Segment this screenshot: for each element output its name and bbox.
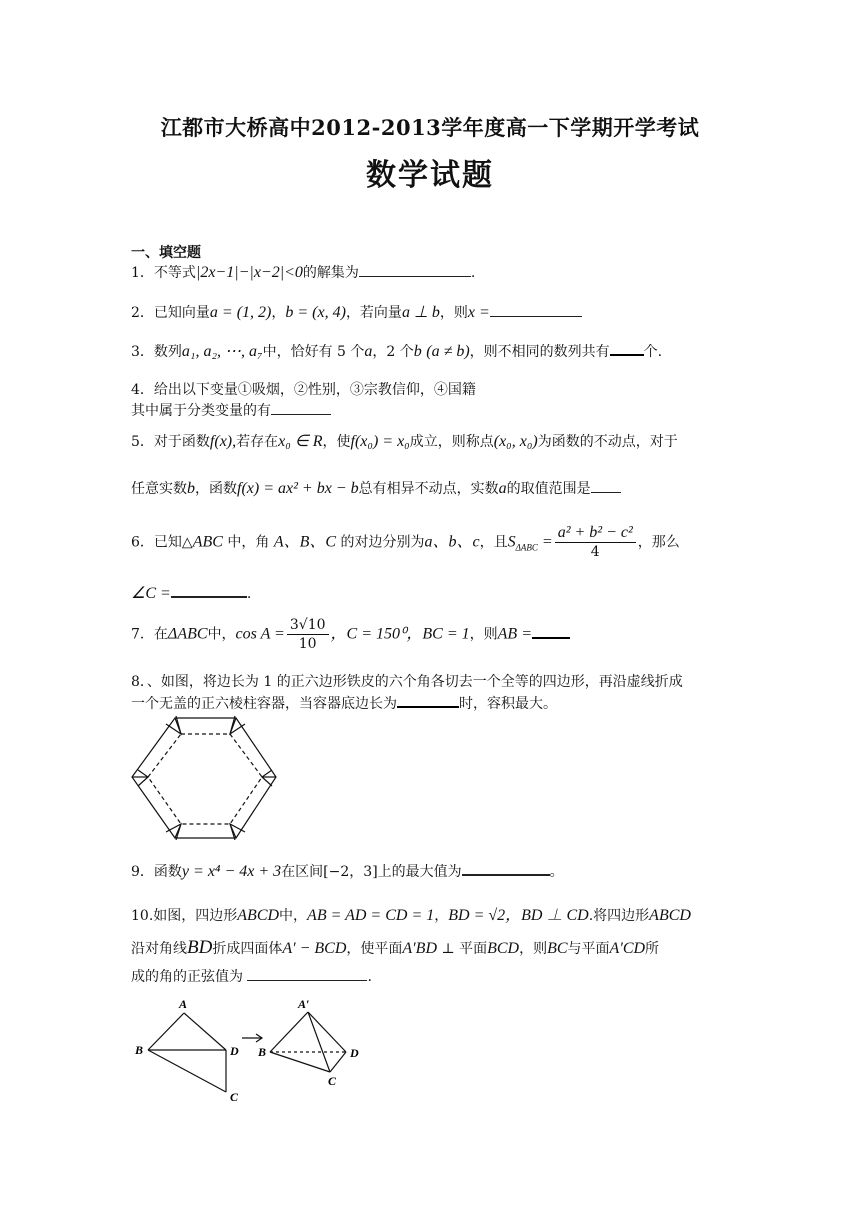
label-b-2: B [258,1045,267,1059]
question-8: 8．、如图，将边长为 1 的正六边形铁皮的六个角各切去一个全等的四边形，再沿虚线折成 一个无盖的正六棱柱容器，当容器底边长为 时，容积最大。 [131,674,683,712]
question-6-line-2: ∠C = . [131,582,251,604]
label-a: A [179,997,188,1011]
question-7: 7．在ΔABC中，cos A = $\frac{3√10}{10}$ ，C = 150⁰，BC = 1，则AB = [131,616,570,653]
label-c: C [230,1090,239,1104]
fraction-cos: $\frac{3√10}{10}$ [287,616,329,653]
label-d-2: D [350,1046,359,1060]
label-a-prime: A′ [298,997,310,1011]
question-2: 2．已知向量a = (1, 2)，b = (x, 4)，若向量a ⊥ b，则x = [131,302,582,323]
edge-bc [148,1050,226,1092]
question-9: 9．函数y = x⁴ − 4x + 3在区间[−2，3]上的最大值为 。 [131,860,564,882]
edge-ad [184,1013,226,1050]
edge-a-b [270,1012,308,1052]
edge-a-c [308,1012,330,1072]
fraction-area: $\frac{\text{a² + b² − c²}}{4}$ [555,524,636,561]
question-1: 1．不等式|2x−1|−|x−2|<0的解集为 . [131,264,476,281]
question-10-line-3: 成的角的正弦值为 . [131,966,372,987]
edge-a-d [308,1012,346,1052]
question-6: 6．已知△ABC 中，角 A、B、C 的对边分别为a、b、c，且$S_{\Delta ABC}$ = $\frac{\text{a² + b² − c²}}{4}$ ，那么 [131,524,680,560]
question-3: 3．数列a₁, a₂, ⋯, a₇中，恰好有 5 个a，2 个b (a ≠ b)，则不相同的数列共有 个. [131,340,662,362]
label-b: B [135,1043,144,1057]
question-4: 4．给出以下变量①吸烟，②性别，③宗教信仰，④国籍 其中属于分类变量的有 [131,382,476,419]
question-5: 5．对于函数f(x),若存在x₀ ∈ R，使f(x₀) = x₀成立，则称点(x₀, x₀)为函数的不动点，对于 [131,433,678,450]
question-10: 10.如图，四边形ABCD中，AB = AD = CD = 1，BD = √2，BD ⊥ CD.将四边形ABCD [131,907,691,924]
question-5-line-2: 任意实数b，函数f(x) = ax² + bx − b总有相异不动点，实数a的取值范围是 [131,478,621,499]
edge-b-c [270,1052,330,1072]
label-c-2: C [328,1074,337,1088]
exam-title: 江都市大桥高中2012-2013学年度高一下学期开学考试 [160,115,700,140]
exam-subtitle: 数学试题 [366,158,494,193]
edge-ab [148,1013,184,1050]
edge-c-d [330,1052,346,1072]
question-10-line-2: 沿对角线BD折成四面体A′ − BCD，使平面A′BD ⊥ 平面BCD，则BC与平面A′CD所 [131,937,660,958]
section-heading: 一、填空题 [131,245,201,261]
label-d: D [230,1044,239,1058]
